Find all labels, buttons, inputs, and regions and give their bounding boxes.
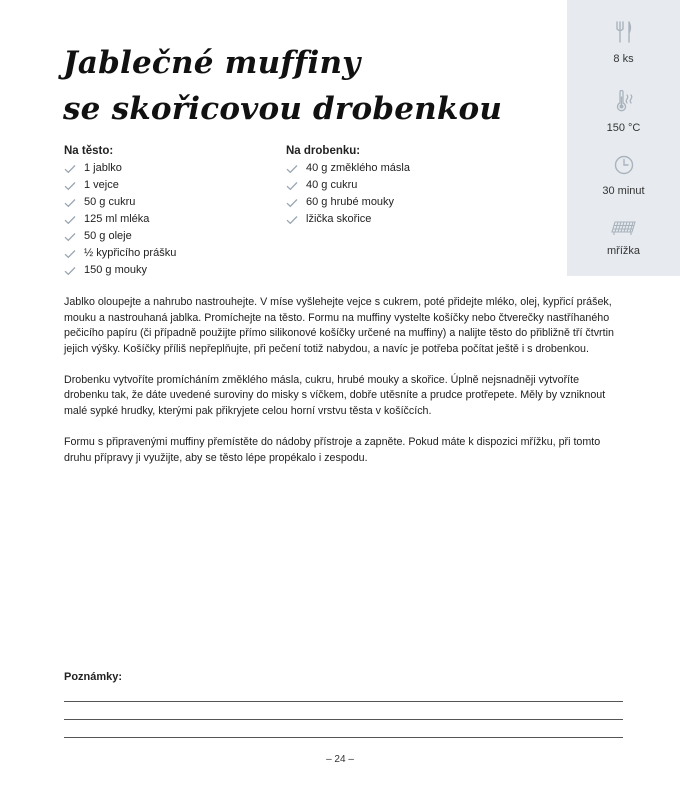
ingredient-text: 1 vejce [84, 179, 119, 191]
servings-label: 8 ks [613, 53, 634, 65]
ingredients-dough-heading: Na těsto: [64, 145, 114, 157]
ingredients-dough-list [64, 160, 274, 279]
temperature-info [567, 89, 680, 134]
ingredient-text: lžička skořice [306, 213, 372, 225]
ingredient-item [286, 194, 526, 211]
note-line [64, 719, 623, 720]
note-line [64, 737, 623, 738]
check-icon [286, 198, 298, 208]
grill-rack-icon [611, 220, 637, 236]
recipe-title-line-2: se skořicovou drobenkou [63, 91, 503, 127]
check-icon [64, 249, 76, 259]
ingredient-item [64, 228, 274, 245]
cutlery-icon [613, 20, 635, 44]
check-icon [64, 164, 76, 174]
recipe-instructions [64, 295, 614, 482]
page-number: – 24 – [326, 754, 354, 765]
ingredient-text: 150 g mouky [84, 264, 147, 276]
check-icon [286, 181, 298, 191]
ingredient-item [64, 177, 274, 194]
check-icon [64, 266, 76, 276]
ingredient-item [64, 262, 274, 279]
ingredient-text: ½ kypřicího prášku [84, 247, 177, 259]
ingredient-text: 50 g oleje [84, 230, 132, 242]
check-icon [286, 215, 298, 225]
ingredient-item [64, 194, 274, 211]
ingredient-text: 1 jablko [84, 162, 122, 174]
ingredient-text: 40 g změklého másla [306, 162, 410, 174]
time-info [567, 154, 680, 197]
recipe-title-line-1: Jablečné muffiny [63, 45, 361, 81]
note-line [64, 701, 623, 702]
ingredient-item [286, 160, 526, 177]
instruction-paragraph: Drobenku vytvoříte promícháním změklého másla, cukru, hrubé mouky a skořice. Úplně nejsnadněji vytvoříte drobenku tak, že dáte uvedené suroviny do misky s víčkem, dobře utěsníte a prudce protřepete. Měly by vzniknout malé sypké hrudky, kterými pak přikryjete celou horní vrstvu těsta v košíčcích. [64, 373, 606, 418]
ingredients-crumble-list [286, 160, 526, 228]
time-label: 30 minut [602, 185, 645, 197]
recipe-title [63, 40, 543, 132]
ingredients-crumble-heading: Na drobenku: [286, 145, 361, 157]
instruction-paragraph: Jablko oloupejte a nahrubo nastrouhejte. V míse vyšlehejte vejce s cukrem, poté přidejte mléko, olej, kypřicí prášek, mouku a nastrouhaná jablka. Promíchejte na těsto. Formu na muffiny vystelte košíčky nebo čtverečky nastříhaného pečicího papíru (či případně použijte přímo silikonové košíčky určené na muffiny) a nalijte těsto do přibližně tří čtvrtin jejich výšky. Košíčky příliš nepřeplňujte, při pečení totiž nabydou, a navíc je potřeba počítat ještě i s drobenkou. [64, 296, 614, 355]
ingredient-item [286, 177, 526, 194]
ingredient-text: 50 g cukru [84, 196, 136, 208]
ingredients-dough [64, 143, 274, 279]
temperature-label: 150 °C [606, 122, 641, 134]
ingredient-item [64, 245, 274, 262]
ingredient-item [286, 211, 526, 228]
ingredients-crumble [286, 143, 526, 228]
check-icon [64, 232, 76, 242]
accessory-label: mřížka [607, 245, 640, 257]
ingredient-item [64, 160, 274, 177]
check-icon [64, 215, 76, 225]
servings-info [567, 20, 680, 65]
ingredient-text: 125 ml mléka [84, 213, 150, 225]
notes-heading: Poznámky: [64, 671, 123, 683]
thermometer-icon [612, 89, 636, 113]
recipe-info-sidebar [567, 0, 680, 276]
ingredient-text: 40 g cukru [306, 179, 358, 191]
check-icon [286, 164, 298, 174]
notes-section [64, 669, 623, 685]
instruction-paragraph: Formu s připravenými muffiny přemístěte do nádoby přístroje a zapněte. Pokud máte k dispozici mřížku, při tomto druhu přípravy ji využijte, aby se těsto lépe propékalo i zespodu. [64, 436, 601, 464]
ingredient-text: 60 g hrubé mouky [306, 196, 395, 208]
accessory-info [567, 220, 680, 257]
ingredient-item [64, 211, 274, 228]
check-icon [64, 198, 76, 208]
check-icon [64, 181, 76, 191]
clock-icon [613, 154, 635, 176]
